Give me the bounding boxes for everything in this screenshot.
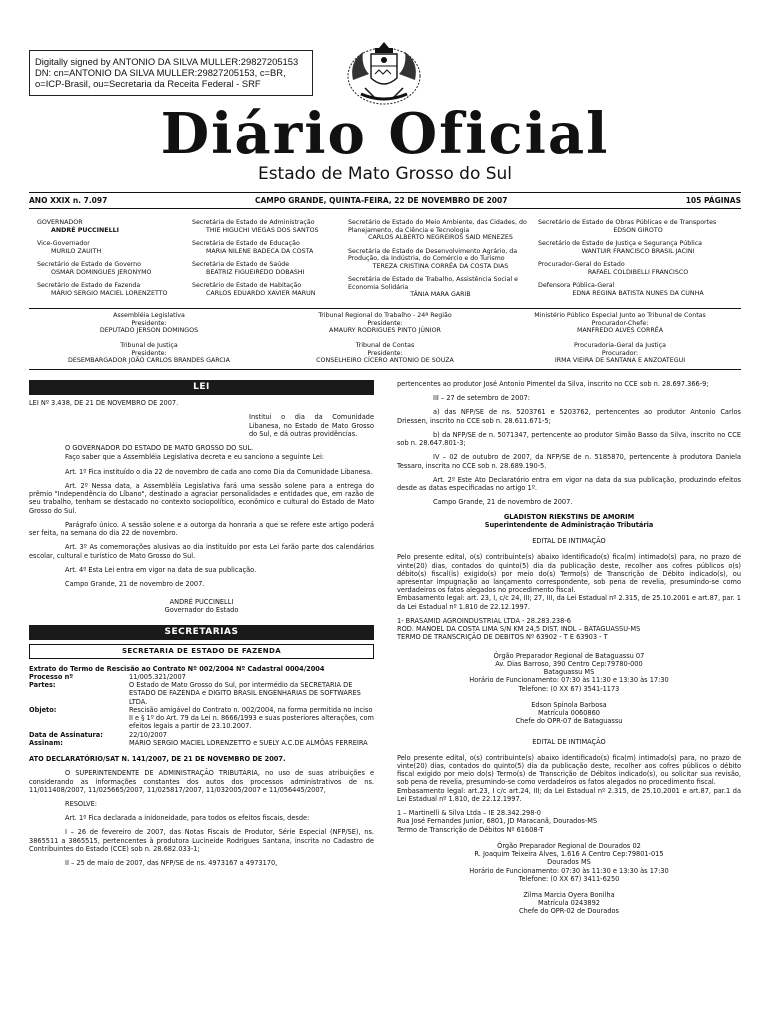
gov-name: ANDRÉ PUCCINELLI: [51, 226, 119, 234]
institution-block: [29, 342, 269, 365]
gov-name: THIE HIGUCHI VIEGAS DOS SANTOS: [206, 226, 319, 234]
gov-name: MURILO ZAUITH: [51, 247, 102, 255]
institution-head: DEPUTADO JERSON DOMINGOS: [99, 327, 199, 335]
signer-role: Governador do Estado: [164, 606, 239, 615]
institution-block: [29, 312, 269, 335]
gov-name: CARLOS ALBERTO NEGREIROS SAID MENEZES: [368, 234, 513, 242]
edition-date: CAMPO GRANDE, QUINTA-FEIRA, 22 DE NOVEMBRO DE 2007: [255, 196, 508, 205]
gov-name: RAFAEL COLDIBELLI FRANCISCO: [587, 268, 689, 276]
masthead-subtitle: Estado de Mato Grosso do Sul: [257, 164, 513, 184]
field-label: Objeto:: [29, 705, 57, 714]
paragraph: Campo Grande, 21 de novembro de 2007.: [65, 580, 205, 588]
office-line: Av. Dias Barroso, 390 Centro Cep:79780-000: [495, 659, 643, 668]
gov-role: GOVERNADOR: [37, 219, 83, 226]
paragraph: Art. 3º As comemorações alusivas ao dia instituído por esta Lei farão parte dos calendários escolar, cultural e turístico de Mato Grosso do Sul.: [29, 543, 374, 560]
extrato-title: Extrato do Termo de Rescisão ao Contrato Nº 002/2004 Nº Cadastral 0004/2004: [29, 664, 325, 673]
institution-block: [270, 312, 500, 335]
contributor-block: [397, 809, 741, 834]
contributor-block: [397, 617, 741, 642]
gov-role: Secretário de Estado de Habitação: [192, 282, 302, 290]
chief-line: Chefe do OPR-07 de Bataguassu: [515, 717, 623, 726]
gov-role: Secretária de Estado de Administração: [192, 219, 315, 226]
gov-role: Secretário de Estado de Obras Públicas e de Transportes: [538, 219, 717, 226]
paragraph: IV – 02 de outubro de 2007, da NFP/SE de n. 5185870, pertencente à produtora Daniela Tessaro, inscrita no CCE sob n. 28.689.190-5.: [397, 453, 741, 470]
institution-head: CONSELHEIRO CÍCERO ANTONIO DE SOUZA: [316, 357, 454, 365]
institution-head: AMAURY RODRIGUES PINTO JÚNIOR: [329, 327, 441, 335]
office-line: Telefone: (0 XX 67) 3411-6250: [518, 874, 620, 883]
contributor-line: Termo de Transcrição de Débitos Nº 61608-T: [397, 825, 544, 834]
extrato-details: [29, 673, 374, 747]
institution-role: Presidente:: [131, 319, 167, 327]
chief-line: Chefe do OPR-02 de Dourados: [518, 907, 619, 916]
institution-block: [270, 342, 500, 365]
government-column-4: [538, 219, 738, 303]
office-line: Bataguassu MS: [543, 668, 595, 677]
gov-name: CARLOS EDUARDO XAVIER MARUN: [206, 289, 316, 297]
edital-body: Pelo presente edital, o(s) contribuinte(s) abaixo identificado(s) fica(m) intimado(s) para, no prazo de vinte(20) dias, contados do quinto(5) dia da publicação deste, recolher aos cofres públicos o(s) débito(s) fiscal(is) exigido(s) por meio do(s) Termo(s) de Transcrição de Débito indicado(s), ou apresentar impugnação ao lançamento correspondente, sob pena de revelia, presumindo-se como verdadeiros os fatos alegados no procedimento fiscal.: [397, 553, 741, 595]
chief-line: Zilma Marcia Oyera Bonilha: [523, 891, 615, 900]
contributor-line: 1- BRASAMID AGROINDUSTRIAL LTDA - 28.283.238-6: [397, 616, 571, 625]
table-row: [29, 681, 374, 706]
paragraph: III – 27 de setembro de 2007:: [433, 394, 530, 403]
field-value: O Estado de Mato Grosso do Sul, por intermédio da SECRETARIA DE ESTADO DE FAZENDA e DIGITO BRASIL ENGENHARIAS DE SOFTWARES LTDA.: [129, 681, 361, 706]
institution-block: [500, 312, 740, 335]
field-label: Assinam:: [29, 738, 63, 747]
signer-name: ANDRÉ PUCCINELLI: [169, 598, 234, 607]
field-value: MARIO SERGIO MACIEL LORENZETTO e SUELY A.C.DE ALMÔAS FERREIRA: [129, 738, 368, 747]
institution-name: Tribunal Regional do Trabalho - 24ª Região: [318, 312, 452, 319]
table-row: [29, 673, 374, 681]
institution-block: [500, 342, 740, 365]
institution-name: Tribunal de Contas: [355, 342, 415, 349]
office-line: Órgão Preparador Regional de Bataguassu 07: [493, 651, 645, 660]
institution-name: Assembléia Legislativa: [113, 312, 185, 319]
signer-role: Superintendente de Administração Tributária: [484, 520, 654, 529]
chief-line: Matrícula 0243892: [538, 899, 600, 908]
office-block: [397, 652, 741, 693]
institution-role: Presidente:: [131, 349, 167, 357]
subsection-header-fazenda: SECRETARIA DE ESTADO DE FAZENDA: [29, 644, 374, 659]
paragraph: a) das NFP/SE de ns. 5203761 e 5203762, pertencentes ao produtor Antonio Carlos Driessen, inscrito no CCE sob n. 28.611.671-5;: [397, 408, 741, 425]
gov-role: Secretária de Estado de Saúde: [192, 261, 290, 269]
institution-role: Procurador:: [601, 349, 639, 357]
gov-role: Secretário de Estado de Governo: [37, 261, 142, 269]
office-line: Telefone: (0 XX 67) 3541-1173: [518, 684, 620, 693]
gov-name: EDSON GIROTO: [613, 226, 663, 234]
section-header-secretarias: SECRETARIAS: [29, 625, 374, 640]
gov-role: Secretário de Estado de Fazenda: [37, 282, 141, 290]
gov-role: Secretária de Estado de Educação: [192, 240, 300, 248]
right-column: [397, 380, 741, 916]
table-row: [29, 739, 374, 747]
institution-head: IRMA VIEIRA DE SANTANA E ANZOATEGUI: [554, 357, 686, 365]
divider: [29, 208, 741, 209]
gov-name: OSMAR DOMINGUES JERONYMO: [51, 268, 152, 276]
edition-number: ANO XXIX n. 7.097: [29, 196, 108, 205]
office-line: Horário de Funcionamento: 07:30 às 11:30 e 13:30 às 17:30: [469, 866, 669, 875]
paragraph: pertencentes ao produtor José Antonio Pimentel da Silva, inscrito no CCE sob n. 28.697.366-9;: [397, 380, 709, 388]
field-value: Rescisão amigável do Contrato n. 002/2004, na forma permitida no inciso II e § 1º do Art. 79 da Lei n. 8666/1993 e suas posteriores alterações, com efeitos legais a partir de 23.10.2007.: [129, 705, 374, 731]
field-label: Data de Assinatura:: [29, 730, 103, 739]
institution-role: Presidente:: [367, 319, 403, 327]
digital-signature-box: [29, 50, 313, 96]
gov-name: MARIA NILENE BADECA DA COSTA: [206, 247, 314, 255]
contributor-line: Rua José Fernandes Junior, 6801, JD Maracanã, Dourados-MS: [397, 817, 598, 826]
institution-head: DESEMBARGADOR JOÃO CARLOS BRANDES GARCIA: [68, 357, 230, 365]
gov-role: Procurador-Geral do Estado: [538, 261, 625, 269]
gov-role: Vice-Governador: [37, 240, 90, 248]
government-column-2: [192, 219, 342, 303]
office-line: Órgão Preparador Regional de Dourados 02: [497, 841, 641, 850]
signature-line: o=ICP-Brasil, ou=Secretaria da Receita Federal - SRF: [35, 78, 261, 90]
gov-role: Secretário de Estado de Justiça e Segurança Pública: [538, 240, 703, 248]
section-header-lei: LEI: [29, 380, 374, 395]
paragraph: Art. 1º Fica declarada a inidoneidade, para todos os efeitos fiscais, desde:: [65, 814, 310, 823]
lei-ementa: Institui o dia da Comunidade Libanesa, no Estado de Mato Grosso do Sul, e dá outras providências.: [249, 413, 374, 438]
office-line: Dourados MS: [547, 858, 591, 867]
chief-signature-block: [397, 891, 741, 916]
field-value: 22/10/2007: [129, 730, 168, 739]
edital-title: EDITAL DE INTIMAÇÃO: [532, 537, 606, 546]
gov-name: TEREZA CRISTINA CORRÊA DA COSTA DIAS: [372, 262, 509, 270]
gov-name: TÂNIA MARA GARIB: [410, 291, 471, 299]
table-row: [29, 706, 374, 731]
divider: [29, 369, 741, 370]
paragraph: b) da NFP/SE de n. 5071347, pertencente ao produtor Simão Basso da Silva, inscrito no CCE sob n. 28.647.801-3;: [397, 430, 741, 448]
ato-title: ATO DECLARATÓRIO/SAT N. 141/2007, DE 21 DE NOVEMBRO DE 2007.: [29, 755, 286, 764]
field-label: Partes:: [29, 681, 56, 690]
paragraph: Parágrafo único. A sessão solene e a outorga da honraria a que se refere este artigo poderá ser feita, na semana do dia 22 de novembro.: [29, 520, 374, 538]
office-line: Horário de Funcionamento: 07:30 às 11:30 e 13:30 às 17:30: [469, 676, 669, 685]
signer-name: GLADISTON RIEKSTINS DE AMORIM: [503, 512, 635, 521]
edital-legal-basis: Embasamento legal: art. 23, I, c/c 24, III; 27, III, da Lei Estadual nº 2.315, de 25.10.2001 e art.87, par. 1 da Lei Estadual nº 1.810 de 22.12.1997.: [397, 594, 741, 611]
office-block: [397, 842, 741, 883]
gov-name: WANTUIR FRANCISCO BRASIL JACINI: [581, 247, 695, 255]
chief-line: Matrícula 0060860: [538, 709, 600, 718]
lei-number: LEI Nº 3.438, DE 21 DE NOVEMBRO DE 2007.: [29, 399, 179, 408]
institution-role: Procurador-Chefe:: [591, 319, 649, 327]
edital-legal-basis: Embasamento legal: art.23, I c/c art.24, III; da Lei Estadual nº 2.315, de 25.10.2001 e art.87, par.1 da Lei Estadual nº 1.810, de 22.12.1997.: [397, 786, 741, 803]
edition-pages: 105 PÁGINAS: [685, 196, 741, 205]
institution-role: Presidente:: [367, 349, 403, 357]
edital-body: Pelo presente edital, o(s) contribuinte(s) abaixo identificado(s) fica(m) intimado(s) para, no prazo de vinte(20) dias, contados do quinto(5) dia da publicação deste, recolher aos cofres públicos o débito fiscal exigido por meio do(s) Termo(s) de Transcrição de Débitos indicado(s), ou solicitar sua revisão, sob pena de revelia, presumindo-se como verdadeiros os fatos alegados no procedimento fiscal.: [397, 753, 741, 787]
left-column: [29, 380, 374, 873]
gov-name: MÁRIO SERGIO MACIEL LORENZETTO: [51, 289, 168, 297]
paragraph: Art. 2º Este Ato Declaratório entra em vigor na data da sua publicação, produzindo efeitos desde as datas especificadas no artigo 1º.: [397, 475, 741, 493]
government-column-3: [348, 219, 533, 305]
table-row: [29, 731, 374, 739]
field-value: 11/005.321/2007: [129, 672, 186, 681]
paragraph: O SUPERINTENDENTE DE ADMINISTRAÇÃO TRIBUTÁRIA, no uso de suas atribuições e considerando as informações constantes dos autos dos processos administrativos de ns. 11/011408/2007, 11/025665/2007, 11/025817/2007, 11/032005/2007 e 11/056445/2007,: [29, 769, 374, 794]
paragraph: Campo Grande, 21 de novembro de 2007.: [433, 498, 573, 507]
government-column-1: [37, 219, 187, 303]
chief-line: Edson Spinola Barbosa: [531, 700, 607, 709]
coat-of-arms-icon: [345, 40, 423, 108]
contributor-line: TERMO DE TRANSCRIÇÃO DE DEBITOS Nº 63902 - T E 63903 - T: [397, 633, 608, 642]
paragraph: RESOLVE:: [65, 799, 97, 808]
signature-line: Digitally signed by ANTONIO DA SILVA MULLER:29827205153: [35, 56, 299, 67]
signature-line: DN: cn=ANTONIO DA SILVA MULLER:29827205153, c=BR,: [35, 67, 286, 79]
gov-name: EDNA REGINA BATISTA NUNES DA CUNHA: [572, 289, 704, 297]
paragraph: Art. 4º Esta Lei entra em vigor na data de sua publicação.: [65, 565, 257, 574]
masthead-title: Diário Oficial: [160, 101, 610, 167]
gov-role: Secretária de Estado de Trabalho, Assistência Social e Economia Solidária: [348, 276, 519, 291]
paragraph: Art. 2º Nessa data, a Assembléia Legislativa fará uma sessão solene para a entrega do prêmio "Independência do Líbano", destinado a agraciar personalidades e entidades que, em razão de seu trabalho, tenham se destacado no contexto sociopolítico, econômico e cultural do Estado de Mato Grosso do Sul.: [29, 481, 374, 515]
institution-name: Tribunal de Justiça: [120, 342, 178, 349]
office-line: R. Joaquim Teixeira Alves, 1.616 A Centro Cep:79801-015: [474, 850, 664, 859]
edital-title: EDITAL DE INTIMAÇÃO: [532, 737, 606, 746]
chief-signature-block: [397, 701, 741, 726]
institution-head: MANFREDO ALVES CORRÊA: [576, 327, 664, 335]
gov-role: Defensora Pública-Geral: [538, 282, 615, 290]
institution-name: Ministério Público Especial Junto ao Tribunal de Contas: [534, 312, 706, 319]
gov-role: Secretário de Estado do Meio Ambiente, das Cidades, do Planejamento, da Ciência e Tecnologia: [348, 219, 527, 234]
paragraph: O GOVERNADOR DO ESTADO DE MATO GROSSO DO SUL.: [65, 444, 254, 453]
paragraph: II – 25 de maio de 2007, das NFP/SE de ns. 4973167 a 4973170,: [65, 859, 278, 868]
contributor-line: 1 – Martinelli & Silva Ltda – IE 28.342.298-0: [397, 809, 542, 818]
gov-name: BEATRIZ FIGUEIREDO DOBASHI: [206, 268, 305, 276]
divider: [29, 308, 741, 309]
divider: [29, 192, 741, 193]
gov-role: Secretária de Estado de Desenvolvimento Agrário, da Produção, da Indústria, do Comércio e do Turismo: [348, 247, 518, 263]
institution-name: Procuradoria-Geral da Justiça: [574, 342, 666, 349]
field-label: Processo nº: [29, 672, 74, 681]
paragraph: I – 26 de fevereiro de 2007, das Notas Fiscais de Produtor, Série Especial (NFP/SE), ns. 3865511 a 3865515, pertencentes à produtora Lucineide Rodrigues Santana, inscrita no Cadastro de Contribuintes do Estado (CCE) sob n. 28.682.033-1;: [29, 828, 374, 853]
contributor-line: ROD. MANOEL DA COSTA LIMA S/N KM 24,5 DIST. INDL – BATAGUASSU-MS: [397, 625, 641, 634]
paragraph: Faço saber que a Assembléia Legislativa decreta e eu sanciono a seguinte Lei:: [65, 453, 325, 462]
paragraph: Art. 1º Fica instituído o dia 22 de novembro de cada ano como Dia da Comunidade Libanesa.: [65, 467, 373, 476]
